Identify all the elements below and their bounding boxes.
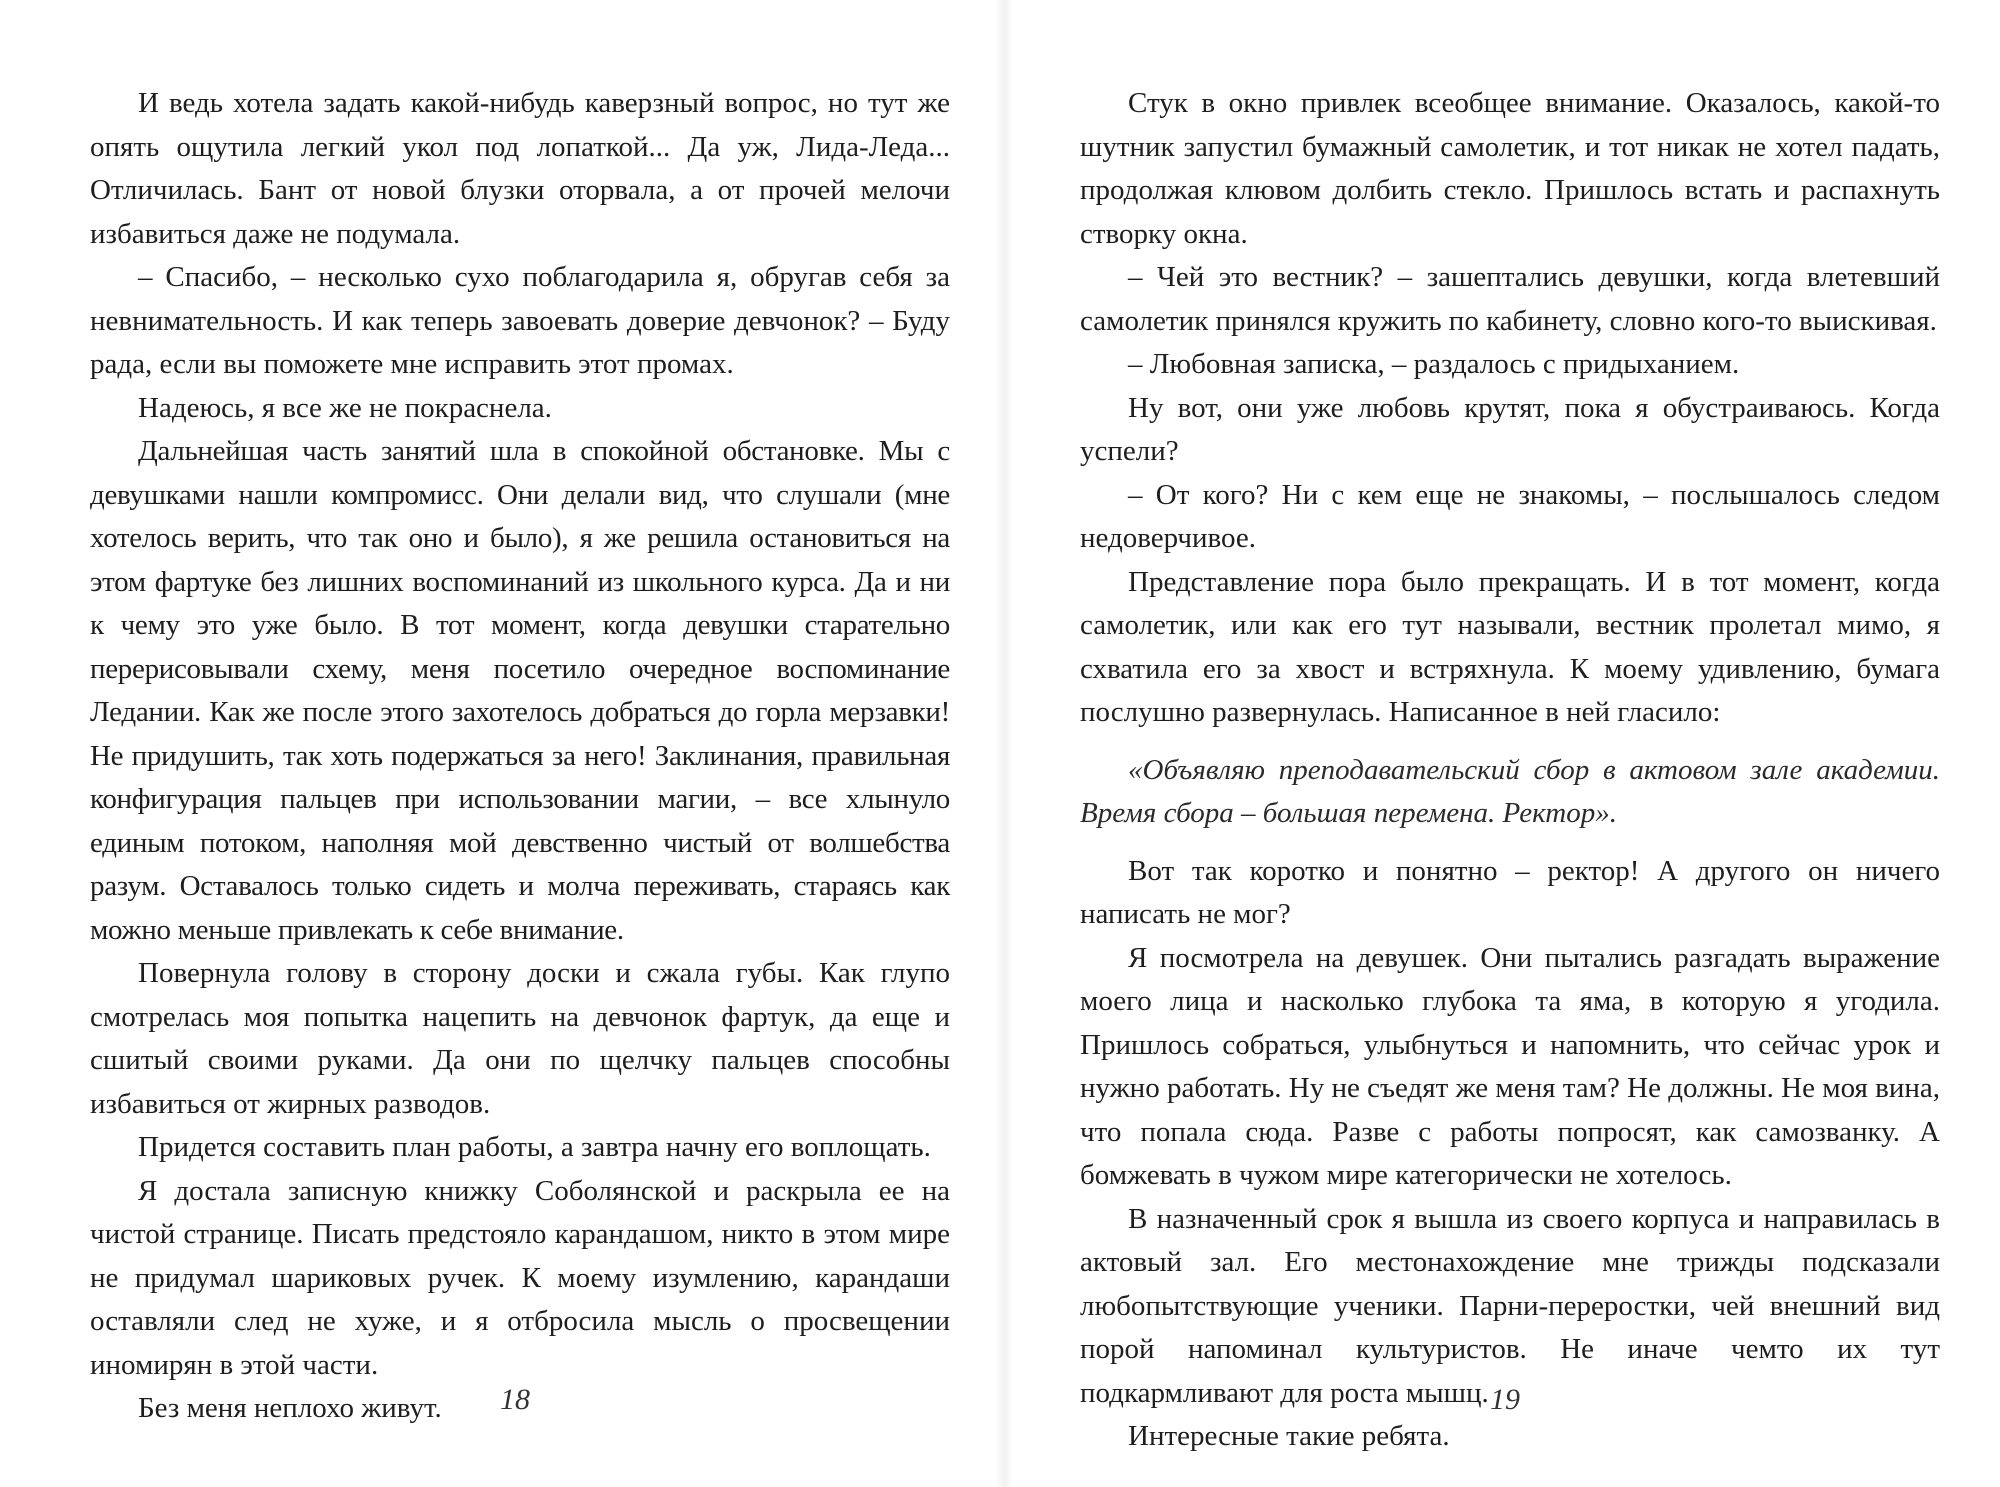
paragraph: – Спасибо, – несколько сухо поблагодарила я, обругав себя за невнимательность. И как теперь завоевать доверие девчонок? – Буду рада, если вы поможете мне исправить этот промах. <box>90 261 950 380</box>
left-page <box>90 82 950 1431</box>
paragraph: – От кого? Ни с кем еще не знакомы, – послышалось следом недоверчивое. <box>1080 478 1940 554</box>
quoted-note: «Объявляю преподавательский сбор в актовом зале академии. Время сбора – большая перемена. Ректор». <box>1080 753 1940 829</box>
paragraph: Вот так коротко и понятно – ректор! А другого он ничего написать не мог? <box>1080 854 1940 930</box>
paragraph: Надеюсь, я все же не покраснела. <box>138 391 552 424</box>
paragraph: Ну вот, они уже любовь крутят, пока я обустраиваюсь. Когда успели? <box>1080 391 1940 467</box>
paragraph: – Чей это вестник? – зашептались девушки, когда влетевший самолетик принялся кружить по кабинету, словно кого-то выискивая. <box>1080 261 1940 337</box>
page-number-left: 18 <box>500 1383 530 1416</box>
paragraph: Я посмотрела на девушек. Они пытались разгадать выражение моего лица и насколько глубока та яма, в которую я угодила. Пришлось собраться, улыбнуться и напомнить, что сейчас урок и нужно работать. Ну не съедят же меня там? Не должны. Не моя вина, что попала сюда. Разве с работы попросят, как самозванку. А бомжевать в чужом мире категорически не хотелось. <box>1080 941 1940 1191</box>
right-page <box>1080 82 1940 1459</box>
page-number-right: 19 <box>1490 1383 1520 1416</box>
paragraph: Стук в окно привлек всеобщее внимание. Оказалось, какой-то шутник запустил бумажный самолетик, и тот никак не хотел падать, продолжая клювом долбить стекло. Пришлось встать и распахнуть створку окна. <box>1080 87 1940 250</box>
paragraph: Представление пора было прекращать. И в тот момент, когда самолетик, или как его тут называли, вестник пролетал мимо, я схватила его за хвост и встряхнула. К моему удивлению, бумага послушно развернулась. Написанное в ней гласило: <box>1080 565 1940 728</box>
paragraph: И ведь хотела задать какой-нибудь каверзный вопрос, но тут же опять ощутила легкий укол под лопаткой... Да уж, Лида-Леда... Отличилась. Бант от новой блузки оторвала, а от прочей мелочи избавиться даже не подумала. <box>90 87 950 250</box>
paragraph: Я достала записную книжку Соболянской и раскрыла ее на чистой странице. Писать предстояло карандашом, никто в этом мире не придумал шариковых ручек. К моему изумлению, карандаши оставляли след не хуже, и я отбросила мысль о просвещении иномирян в этой части. <box>90 1174 950 1381</box>
paragraph: Без меня неплохо живут. <box>138 1392 442 1424</box>
paragraph: Повернула голову в сторону доски и сжала губы. Как глупо смотрелась моя попытка нацепить на девчонок фартук, да еще и сшитый своими руками. Да они по щелчку пальцев способны избавиться от жирных разводов. <box>90 957 950 1120</box>
paragraph: – Любовная записка, – раздалось с придыханием. <box>1128 348 1740 380</box>
book-gutter <box>995 0 1013 1487</box>
paragraph: Придется составить план работы, а завтра начну его воплощать. <box>138 1131 931 1163</box>
paragraph: Интересные такие ребята. <box>1128 1420 1450 1452</box>
paragraph: Дальнейшая часть занятий шла в спокойной обстановке. Мы с девушками нашли компромисс. Они делали вид, что слушали (мне хотелось верить, что так оно и было), я же решила остановиться на этом фартуке без лишних воспоминаний из школьного курса. Да и ни к чему это уже было. В тот момент, когда девушки старательно перерисовывали схему, меня посетило очередное воспоминание Ледании. Как же после этого захотелось добраться до горла мерзавки! Не придушить, так хоть подержаться за него! Заклинания, правильная конфигурация пальцев при использовании магии, – все хлынуло единым потоком, наполняя мой девственно чистый от волшебства разум. Оставалось только сидеть и молча переживать, стараясь как можно меньше привлекать к себе внимание. <box>90 435 950 946</box>
paragraph: В назначенный срок я вышла из своего корпуса и направилась в актовый зал. Его местонахождение мне трижды подсказали любопытствующие ученики. Парни-переростки, чей внешний вид порой напоминал культуристов. Не иначе чемто их тут подкармливают для роста мышц. <box>1080 1202 1940 1409</box>
